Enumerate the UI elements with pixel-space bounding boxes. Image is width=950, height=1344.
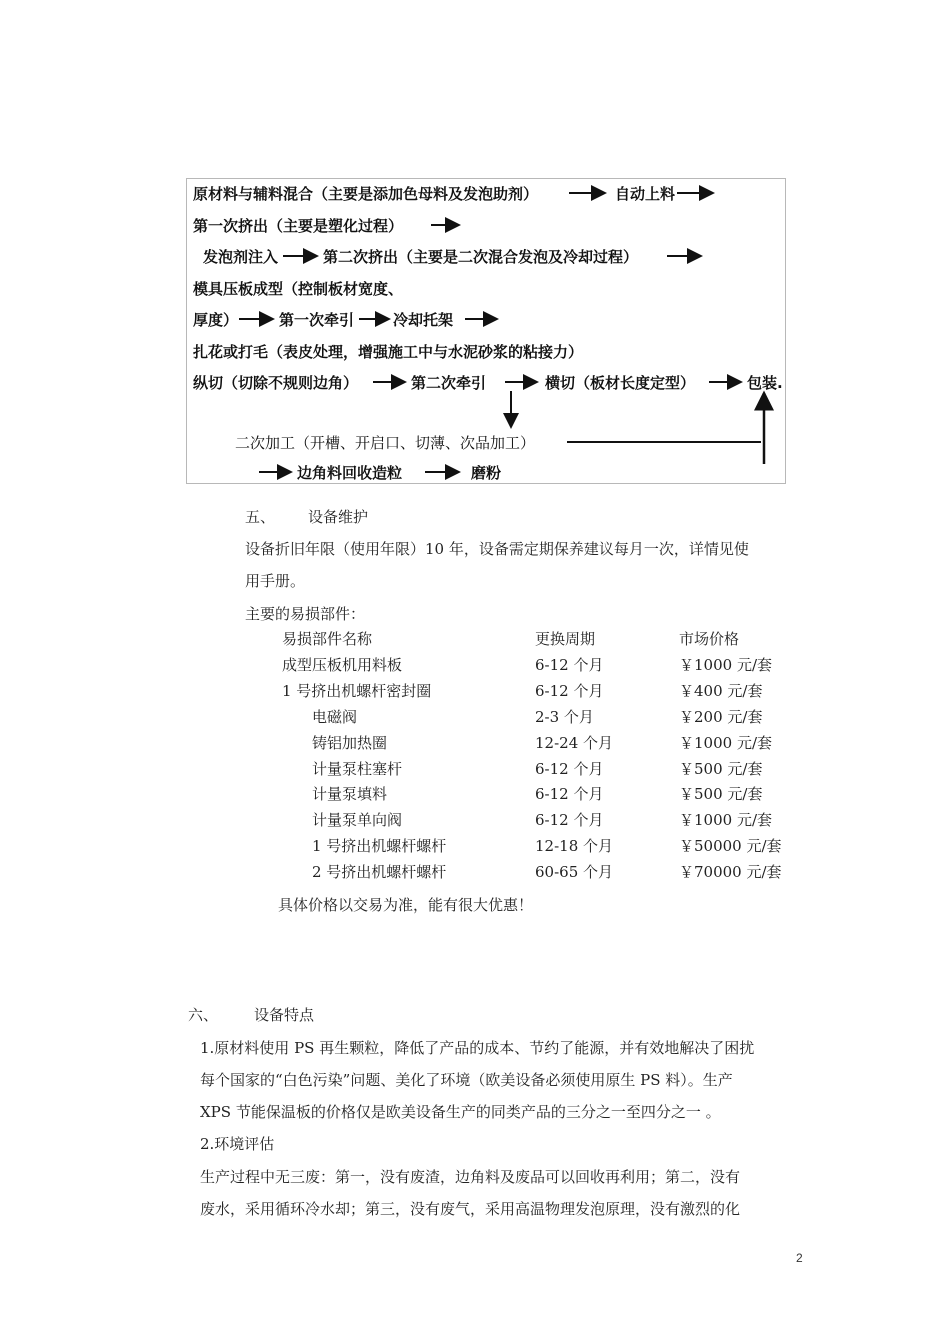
page-number: 2 [796, 1251, 803, 1265]
table-cell-part: 1 号挤出机螺杆螺杆 [312, 837, 447, 855]
section5-title: 设备维护 [308, 508, 369, 526]
flow-step-auto-feed: 自动上料 [615, 185, 676, 203]
feature2-line2: 废水，采用循环冷水却；第三，没有废气，采用高温物理发泡原理，没有激烈的化 [200, 1200, 741, 1218]
table-header-price: 市场价格 [679, 630, 740, 648]
feature1-line3: XPS 节能保温板的价格仅是欧美设备生产的同类产品的三分之一至四分之一 。 [200, 1103, 721, 1121]
table-cell-part: 1 号挤出机螺杆密封圈 [282, 682, 432, 700]
flow-step-thickness: 厚度） [193, 311, 239, 329]
table-cell-part: 计量泵填料 [312, 785, 388, 803]
table-cell-part: 2 号挤出机螺杆螺杆 [312, 863, 447, 881]
section5-paragraph-line1: 设备折旧年限（使用年限）10 年，设备需定期保养建议每月一次，详情见使 [245, 540, 749, 558]
table-cell-price: ￥1000 元/套 [679, 656, 772, 674]
table-cell-cycle: 12-24 个月 [535, 734, 614, 752]
section5-paragraph-line2: 用手册。 [245, 572, 306, 590]
feature2-title: 2.环境评估 [200, 1135, 275, 1153]
table-header-part: 易损部件名称 [282, 630, 373, 648]
table-cell-part: 成型压板机用料板 [282, 656, 403, 674]
process-flowchart [186, 178, 786, 484]
flow-step-mixing: 原材料与辅料混合（主要是添加色母料及发泡助剂） [193, 185, 539, 203]
flow-step-crosscut: 横切（板材长度定型） [545, 374, 696, 392]
feature2-line1: 生产过程中无三废：第一，没有废渣，边角料及废品可以回收再利用；第二，没有 [200, 1168, 741, 1186]
flow-step-packaging: 包装. [747, 374, 783, 392]
flow-step-second-traction: 第二次牵引 [411, 374, 487, 392]
flow-step-slitting: 纵切（切除不规则边角） [193, 374, 359, 392]
flow-step-second-extrusion: 第二次挤出（主要是二次混合发泡及冷却过程） [323, 248, 639, 266]
table-cell-part: 电磁阀 [312, 708, 358, 726]
flow-step-foam-injection: 发泡剂注入 [203, 248, 279, 266]
table-cell-cycle: 6-12 个月 [535, 760, 604, 778]
table-cell-price: ￥500 元/套 [679, 785, 763, 803]
table-cell-part: 计量泵柱塞杆 [312, 760, 403, 778]
section5-number: 五、 [245, 508, 276, 526]
table-cell-price: ￥400 元/套 [679, 682, 763, 700]
table-cell-price: ￥200 元/套 [679, 708, 763, 726]
table-cell-price: ￥1000 元/套 [679, 734, 772, 752]
table-cell-price: ￥70000 元/套 [679, 863, 782, 881]
feature1-line2: 每个国家的“白色污染”问题、美化了环境（欧美设备必须使用原生 PS 料）。生产 [200, 1071, 733, 1089]
price-note: 具体价格以交易为准，能有很大优惠！ [278, 896, 534, 914]
feature1-line1: 1.原材料使用 PS 再生颗粒，降低了产品的成本、节约了能源，并有效地解决了困扰 [200, 1039, 755, 1057]
table-cell-price: ￥50000 元/套 [679, 837, 782, 855]
table-cell-cycle: 12-18 个月 [535, 837, 614, 855]
table-cell-part: 铸铝加热圈 [312, 734, 388, 752]
flow-step-grinding: 磨粉 [471, 464, 502, 482]
section6-title: 设备特点 [254, 1006, 315, 1024]
table-cell-cycle: 6-12 个月 [535, 785, 604, 803]
table-cell-cycle: 6-12 个月 [535, 682, 604, 700]
table-cell-cycle: 2-3 个月 [535, 708, 594, 726]
flow-step-embossing: 扎花或打毛（表皮处理，增强施工中与水泥砂浆的粘接力） [193, 343, 584, 361]
table-cell-cycle: 60-65 个月 [535, 863, 614, 881]
flow-step-secondary-processing: 二次加工（开槽、开启口、切薄、次品加工） [235, 434, 536, 452]
flow-step-first-extrusion: 第一次挤出（主要是塑化过程） [193, 217, 404, 235]
table-header-cycle: 更换周期 [535, 630, 596, 648]
table-cell-price: ￥1000 元/套 [679, 811, 772, 829]
flow-step-cooling-rack: 冷却托架 [393, 311, 454, 329]
table-cell-cycle: 6-12 个月 [535, 811, 604, 829]
table-cell-price: ￥500 元/套 [679, 760, 763, 778]
flow-step-first-traction: 第一次牵引 [279, 311, 355, 329]
parts-intro: 主要的易损部件： [245, 605, 366, 623]
flow-step-mold-forming: 模具压板成型（控制板材宽度、 [193, 280, 404, 298]
table-cell-part: 计量泵单向阀 [312, 811, 403, 829]
section6-number: 六、 [188, 1006, 219, 1024]
table-cell-cycle: 6-12 个月 [535, 656, 604, 674]
flow-step-recycling: 边角料回收造粒 [297, 464, 403, 482]
